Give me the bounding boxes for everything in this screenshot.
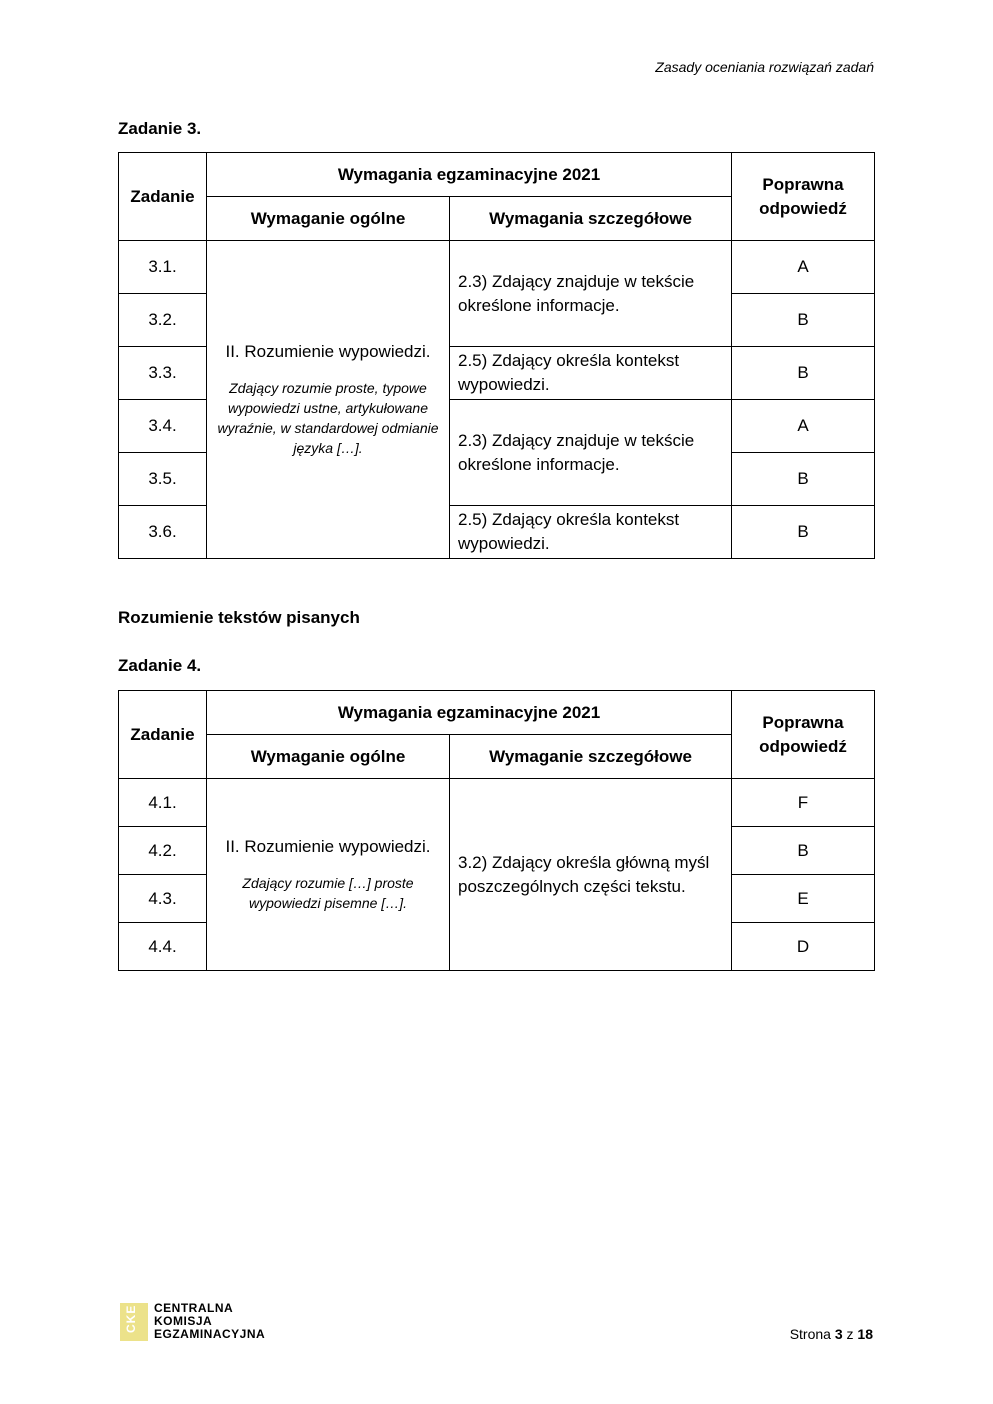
col-header-specific: Wymaganie szczegółowe bbox=[450, 735, 732, 779]
task-number: 4.3. bbox=[119, 875, 207, 923]
answer: B bbox=[732, 347, 875, 400]
general-requirement-note: Zdający rozumie proste, typowe wypowiedzi ustne, artykułowane wyraźnie, w standardowej odmianie języka […]. bbox=[217, 379, 439, 456]
general-requirement bbox=[207, 779, 450, 971]
table-row bbox=[119, 241, 875, 294]
general-requirement-main: II. Rozumienie wypowiedzi. bbox=[225, 836, 431, 856]
specific-requirement: 3.2) Zdający określa główną myśl poszczególnych części tekstu. bbox=[450, 779, 732, 971]
answer: B bbox=[732, 827, 875, 875]
cke-logo-text bbox=[154, 1302, 265, 1341]
table-row bbox=[119, 779, 875, 827]
specific-requirement: 2.5) Zdający określa kontekst wypowiedzi. bbox=[450, 347, 732, 400]
col-header-task: Zadanie bbox=[119, 153, 207, 241]
logo-line: CENTRALNA bbox=[154, 1301, 234, 1315]
col-header-task: Zadanie bbox=[119, 691, 207, 779]
cke-logo-mark-text: CKE bbox=[124, 1304, 138, 1333]
col-header-answer: Poprawna odpowiedź bbox=[732, 153, 875, 241]
general-requirement bbox=[207, 241, 450, 559]
task-number: 3.5. bbox=[119, 453, 207, 506]
task-number: 3.3. bbox=[119, 347, 207, 400]
general-requirement-main: II. Rozumienie wypowiedzi. bbox=[225, 341, 431, 361]
answer: B bbox=[732, 294, 875, 347]
page-label: Strona bbox=[789, 1326, 831, 1342]
task-number: 3.1. bbox=[119, 241, 207, 294]
answer: A bbox=[732, 400, 875, 453]
specific-requirement: 2.5) Zdający określa kontekst wypowiedzi. bbox=[450, 506, 732, 559]
specific-requirement: 2.3) Zdający znajduje w tekście określone informacje. bbox=[450, 241, 732, 347]
task-number: 4.1. bbox=[119, 779, 207, 827]
task-number: 3.6. bbox=[119, 506, 207, 559]
cke-logo-mark bbox=[120, 1303, 148, 1341]
task3-title: Zadanie 3. bbox=[118, 119, 202, 138]
page-number bbox=[790, 1326, 873, 1342]
task-number: 4.4. bbox=[119, 923, 207, 971]
answer: A bbox=[732, 241, 875, 294]
col-header-requirements: Wymagania egzaminacyjne 2021 bbox=[207, 153, 732, 197]
col-header-answer: Poprawna odpowiedź bbox=[732, 691, 875, 779]
task-number: 3.4. bbox=[119, 400, 207, 453]
answer: B bbox=[732, 506, 875, 559]
running-header: Zasady oceniania rozwiązań zadań bbox=[655, 59, 874, 75]
cke-logo bbox=[120, 1302, 265, 1341]
specific-requirement: 2.3) Zdający znajduje w tekście określone informacje. bbox=[450, 400, 732, 506]
page-sep: z bbox=[846, 1326, 854, 1342]
col-header-general: Wymaganie ogólne bbox=[207, 735, 450, 779]
answer: D bbox=[732, 923, 875, 971]
task-number: 4.2. bbox=[119, 827, 207, 875]
col-header-general: Wymaganie ogólne bbox=[207, 197, 450, 241]
section-title: Rozumienie tekstów pisanych bbox=[118, 608, 360, 627]
answer: E bbox=[732, 875, 875, 923]
task4-table bbox=[118, 690, 875, 971]
logo-line: KOMISJA bbox=[154, 1314, 213, 1328]
logo-line: EGZAMINACYJNA bbox=[154, 1327, 266, 1341]
col-header-specific: Wymagania szczegółowe bbox=[450, 197, 732, 241]
page-total: 18 bbox=[857, 1326, 873, 1342]
answer: B bbox=[732, 453, 875, 506]
answer: F bbox=[732, 779, 875, 827]
task3-table bbox=[118, 152, 875, 559]
page-current: 3 bbox=[834, 1326, 843, 1342]
col-header-requirements: Wymagania egzaminacyjne 2021 bbox=[207, 691, 732, 735]
task-number: 3.2. bbox=[119, 294, 207, 347]
general-requirement-note: Zdający rozumie […] proste wypowiedzi pisemne […]. bbox=[242, 874, 414, 911]
task4-title: Zadanie 4. bbox=[118, 656, 202, 675]
